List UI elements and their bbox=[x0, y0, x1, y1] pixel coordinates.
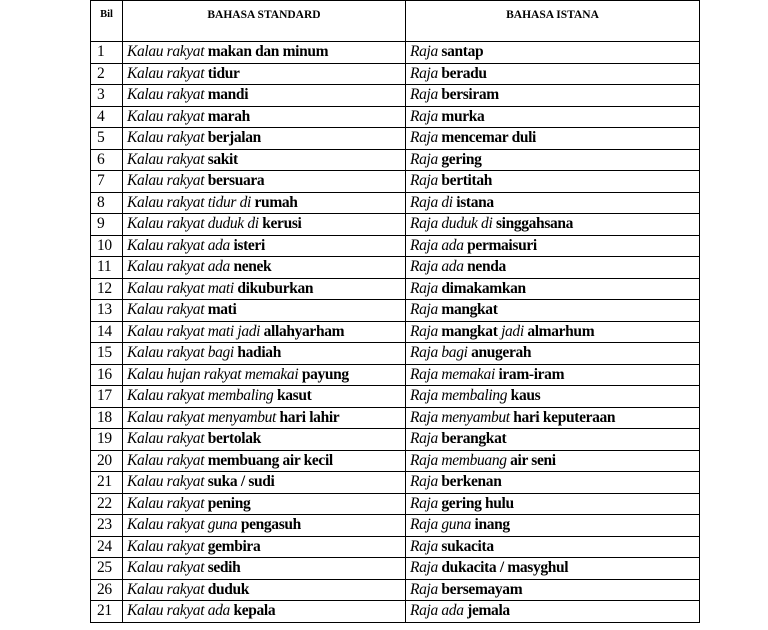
istana-context: Raja bbox=[410, 129, 438, 147]
istana-cell bbox=[406, 558, 700, 580]
standard-cell bbox=[123, 343, 406, 365]
standard-context: Kalau rakyat guna bbox=[127, 516, 238, 534]
istana-context: Raja ada bbox=[410, 258, 464, 276]
row-number: 11 bbox=[91, 257, 123, 279]
row-number: 6 bbox=[91, 149, 123, 171]
standard-context: Kalau rakyat duduk di bbox=[127, 215, 259, 233]
row-number: 17 bbox=[91, 386, 123, 408]
row-number: 7 bbox=[91, 171, 123, 193]
istana-cell bbox=[406, 472, 700, 494]
standard-term: gembira bbox=[207, 537, 261, 555]
standard-context: Kalau rakyat bbox=[127, 86, 205, 104]
row-number: 22 bbox=[91, 493, 123, 515]
standard-cell bbox=[123, 493, 406, 515]
standard-context: Kalau rakyat bagi bbox=[127, 344, 234, 362]
table-row bbox=[91, 257, 700, 279]
standard-term: membuang air kecil bbox=[207, 451, 333, 469]
istana-context: Raja bbox=[410, 301, 438, 319]
row-number: 5 bbox=[91, 128, 123, 150]
istana-cell bbox=[406, 343, 700, 365]
row-number: 8 bbox=[91, 192, 123, 214]
standard-cell bbox=[123, 364, 406, 386]
istana-context: Raja bbox=[410, 279, 438, 297]
standard-term: sakit bbox=[207, 150, 238, 168]
standard-term: bersuara bbox=[207, 172, 265, 190]
standard-cell bbox=[123, 536, 406, 558]
table-row bbox=[91, 601, 700, 623]
istana-cell bbox=[406, 536, 700, 558]
istana-context: Raja membuang bbox=[410, 451, 507, 469]
table-row bbox=[91, 85, 700, 107]
istana-term: jemala bbox=[467, 602, 510, 620]
istana-term: inang bbox=[474, 516, 510, 534]
standard-term: rumah bbox=[254, 193, 298, 211]
standard-context: Kalau rakyat bbox=[127, 494, 205, 512]
standard-term: pening bbox=[207, 494, 251, 512]
standard-cell bbox=[123, 321, 406, 343]
standard-context: Kalau rakyat membaling bbox=[127, 387, 274, 405]
standard-context: Kalau rakyat bbox=[127, 559, 205, 577]
row-number: 10 bbox=[91, 235, 123, 257]
istana-context: Raja ada bbox=[410, 602, 464, 620]
standard-term: tidur bbox=[207, 64, 240, 82]
istana-cell bbox=[406, 257, 700, 279]
standard-cell bbox=[123, 407, 406, 429]
istana-term: gering hulu bbox=[441, 494, 514, 512]
standard-context: Kalau rakyat bbox=[127, 129, 205, 147]
istana-cell bbox=[406, 407, 700, 429]
table-row bbox=[91, 472, 700, 494]
row-number: 12 bbox=[91, 278, 123, 300]
table-row bbox=[91, 364, 700, 386]
row-number: 23 bbox=[91, 515, 123, 537]
row-number: 25 bbox=[91, 558, 123, 580]
istana-term: istana bbox=[456, 193, 494, 211]
table-row bbox=[91, 214, 700, 236]
table-row bbox=[91, 536, 700, 558]
standard-context: Kalau rakyat bbox=[127, 43, 205, 61]
table-row bbox=[91, 515, 700, 537]
standard-term: isteri bbox=[233, 236, 265, 254]
standard-term: sedih bbox=[207, 559, 241, 577]
standard-term: duduk bbox=[207, 580, 250, 598]
istana-cell bbox=[406, 42, 700, 64]
istana-term: singgahsana bbox=[495, 215, 574, 233]
standard-term: kasut bbox=[276, 387, 312, 405]
istana-cell bbox=[406, 85, 700, 107]
istana-term: nenda bbox=[467, 258, 506, 276]
table-row bbox=[91, 235, 700, 257]
row-number: 18 bbox=[91, 407, 123, 429]
standard-cell bbox=[123, 429, 406, 451]
table-row bbox=[91, 192, 700, 214]
table-row bbox=[91, 300, 700, 322]
istana-cell bbox=[406, 579, 700, 601]
standard-cell bbox=[123, 63, 406, 85]
standard-term: marah bbox=[207, 107, 250, 125]
standard-context: Kalau rakyat bbox=[127, 537, 205, 555]
standard-context: Kalau rakyat ada bbox=[127, 602, 230, 620]
istana-context: Raja bbox=[410, 322, 438, 340]
standard-cell bbox=[123, 472, 406, 494]
istana-context: Raja bbox=[410, 537, 438, 555]
standard-cell bbox=[123, 278, 406, 300]
istana-term: sukacita bbox=[441, 537, 494, 555]
header-row bbox=[91, 1, 700, 42]
table-row bbox=[91, 558, 700, 580]
standard-cell bbox=[123, 128, 406, 150]
standard-cell bbox=[123, 558, 406, 580]
istana-term: berkenan bbox=[441, 473, 502, 491]
standard-term: dikuburkan bbox=[237, 279, 314, 297]
istana-term: dimakamkan bbox=[441, 279, 526, 297]
istana-context: Raja ada bbox=[410, 236, 464, 254]
standard-term: bertolak bbox=[207, 430, 261, 448]
standard-context: Kalau rakyat bbox=[127, 64, 205, 82]
row-number: 24 bbox=[91, 536, 123, 558]
istana-context: Raja bbox=[410, 107, 438, 125]
row-number: 3 bbox=[91, 85, 123, 107]
standard-context: Kalau rakyat bbox=[127, 430, 205, 448]
standard-context: Kalau rakyat mati jadi bbox=[127, 322, 261, 340]
istana-context: Raja bbox=[410, 43, 438, 61]
standard-context: Kalau rakyat tidur di bbox=[127, 193, 251, 211]
standard-term: allahyarham bbox=[263, 322, 345, 340]
standard-term: makan dan minum bbox=[207, 43, 329, 61]
table-body bbox=[91, 42, 700, 623]
istana-context: Raja guna bbox=[410, 516, 471, 534]
table-row bbox=[91, 386, 700, 408]
standard-term: pengasuh bbox=[240, 516, 301, 534]
istana-cell bbox=[406, 386, 700, 408]
istana-term: beradu bbox=[441, 64, 487, 82]
istana-term: bersiram bbox=[441, 86, 499, 104]
standard-cell bbox=[123, 386, 406, 408]
table-row bbox=[91, 343, 700, 365]
header-istana: BAHASA ISTANA bbox=[406, 1, 700, 42]
istana-context: Raja menyambut bbox=[410, 408, 510, 426]
standard-term: berjalan bbox=[207, 129, 261, 147]
standard-term: mati bbox=[207, 301, 237, 319]
standard-context: Kalau rakyat ada bbox=[127, 236, 230, 254]
row-number: 21 bbox=[91, 472, 123, 494]
istana-term: berangkat bbox=[441, 430, 507, 448]
standard-context: Kalau rakyat menyambut bbox=[127, 408, 276, 426]
row-number: 9 bbox=[91, 214, 123, 236]
istana-context: Raja membaling bbox=[410, 387, 508, 405]
standard-context: Kalau rakyat bbox=[127, 451, 205, 469]
standard-context: Kalau rakyat bbox=[127, 107, 205, 125]
istana-term: bertitah bbox=[441, 172, 492, 190]
standard-cell bbox=[123, 192, 406, 214]
table-row bbox=[91, 171, 700, 193]
istana-term: santap bbox=[441, 43, 484, 61]
istana-cell bbox=[406, 128, 700, 150]
table-row bbox=[91, 579, 700, 601]
istana-term: anugerah bbox=[471, 344, 532, 362]
istana-context: Raja bbox=[410, 430, 438, 448]
istana-term: iram-iram bbox=[498, 365, 565, 383]
istana-cell bbox=[406, 235, 700, 257]
istana-cell bbox=[406, 106, 700, 128]
istana-cell bbox=[406, 601, 700, 623]
row-number: 13 bbox=[91, 300, 123, 322]
istana-term: dukacita / masyghul bbox=[441, 559, 569, 577]
table-row bbox=[91, 63, 700, 85]
standard-cell bbox=[123, 601, 406, 623]
istana-context: Raja bbox=[410, 172, 438, 190]
istana-context: Raja duduk di bbox=[410, 215, 493, 233]
vocabulary-table bbox=[90, 0, 700, 623]
istana-context: Raja bbox=[410, 86, 438, 104]
standard-term: hadiah bbox=[237, 344, 281, 362]
standard-cell bbox=[123, 214, 406, 236]
istana-cell bbox=[406, 364, 700, 386]
standard-cell bbox=[123, 300, 406, 322]
istana-term: hari keputeraan bbox=[513, 408, 616, 426]
standard-term: kepala bbox=[233, 602, 276, 620]
row-number: 14 bbox=[91, 321, 123, 343]
table-header bbox=[91, 1, 700, 42]
istana-cell bbox=[406, 192, 700, 214]
table-row bbox=[91, 450, 700, 472]
table-row bbox=[91, 321, 700, 343]
istana-cell bbox=[406, 300, 700, 322]
istana-term: kaus bbox=[510, 387, 541, 405]
istana-cell bbox=[406, 493, 700, 515]
header-bil: Bil bbox=[91, 1, 123, 42]
standard-context: Kalau rakyat bbox=[127, 580, 205, 598]
row-number: 1 bbox=[91, 42, 123, 64]
standard-context: Kalau rakyat bbox=[127, 473, 205, 491]
istana-cell bbox=[406, 63, 700, 85]
row-number: 15 bbox=[91, 343, 123, 365]
istana-context: Raja di bbox=[410, 193, 453, 211]
table-row bbox=[91, 106, 700, 128]
istana-cell bbox=[406, 429, 700, 451]
standard-context: Kalau rakyat bbox=[127, 301, 205, 319]
row-number: 19 bbox=[91, 429, 123, 451]
standard-cell bbox=[123, 85, 406, 107]
standard-cell bbox=[123, 149, 406, 171]
istana-term: mencemar duli bbox=[441, 129, 537, 147]
table-row bbox=[91, 42, 700, 64]
standard-cell bbox=[123, 515, 406, 537]
standard-cell bbox=[123, 106, 406, 128]
istana-context: Raja memakai bbox=[410, 365, 495, 383]
standard-term: payung bbox=[301, 365, 349, 383]
istana-term: gering bbox=[441, 150, 482, 168]
row-number: 20 bbox=[91, 450, 123, 472]
header-standard: BAHASA STANDARD bbox=[123, 1, 406, 42]
table-row bbox=[91, 149, 700, 171]
istana-context: Raja bbox=[410, 473, 438, 491]
row-number: 26 bbox=[91, 579, 123, 601]
standard-cell bbox=[123, 257, 406, 279]
standard-term: suka / sudi bbox=[207, 473, 275, 491]
row-number: 16 bbox=[91, 364, 123, 386]
istana-cell bbox=[406, 278, 700, 300]
istana-context: Raja bagi bbox=[410, 344, 468, 362]
istana-cell bbox=[406, 321, 700, 343]
standard-cell bbox=[123, 235, 406, 257]
standard-context: Kalau rakyat mati bbox=[127, 279, 234, 297]
istana-term: murka bbox=[441, 107, 485, 125]
istana-term: mangkat bbox=[441, 301, 498, 319]
table-row bbox=[91, 407, 700, 429]
standard-term: nenek bbox=[233, 258, 272, 276]
row-number: 21 bbox=[91, 601, 123, 623]
istana-term: permaisuri bbox=[467, 236, 537, 254]
table-row bbox=[91, 128, 700, 150]
istana-cell bbox=[406, 450, 700, 472]
istana-context-2: jadi bbox=[501, 322, 524, 340]
table-row bbox=[91, 493, 700, 515]
istana-context: Raja bbox=[410, 494, 438, 512]
istana-term: bersemayam bbox=[441, 580, 523, 598]
standard-context: Kalau rakyat ada bbox=[127, 258, 230, 276]
standard-context: Kalau rakyat bbox=[127, 150, 205, 168]
standard-term: hari lahir bbox=[279, 408, 340, 426]
istana-term: air seni bbox=[510, 451, 556, 469]
standard-term: kerusi bbox=[262, 215, 302, 233]
istana-context: Raja bbox=[410, 559, 438, 577]
table-row bbox=[91, 429, 700, 451]
istana-context: Raja bbox=[410, 64, 438, 82]
istana-term-2: almarhum bbox=[527, 322, 595, 340]
standard-cell bbox=[123, 579, 406, 601]
row-number: 2 bbox=[91, 63, 123, 85]
istana-cell bbox=[406, 214, 700, 236]
standard-context: Kalau rakyat bbox=[127, 172, 205, 190]
istana-term: mangkat bbox=[441, 322, 498, 340]
row-number: 4 bbox=[91, 106, 123, 128]
istana-cell bbox=[406, 515, 700, 537]
istana-cell bbox=[406, 149, 700, 171]
standard-cell bbox=[123, 171, 406, 193]
standard-term: mandi bbox=[207, 86, 249, 104]
istana-context: Raja bbox=[410, 150, 438, 168]
istana-cell bbox=[406, 171, 700, 193]
standard-context: Kalau hujan rakyat memakai bbox=[127, 365, 299, 383]
standard-cell bbox=[123, 450, 406, 472]
standard-cell bbox=[123, 42, 406, 64]
table-row bbox=[91, 278, 700, 300]
istana-context: Raja bbox=[410, 580, 438, 598]
